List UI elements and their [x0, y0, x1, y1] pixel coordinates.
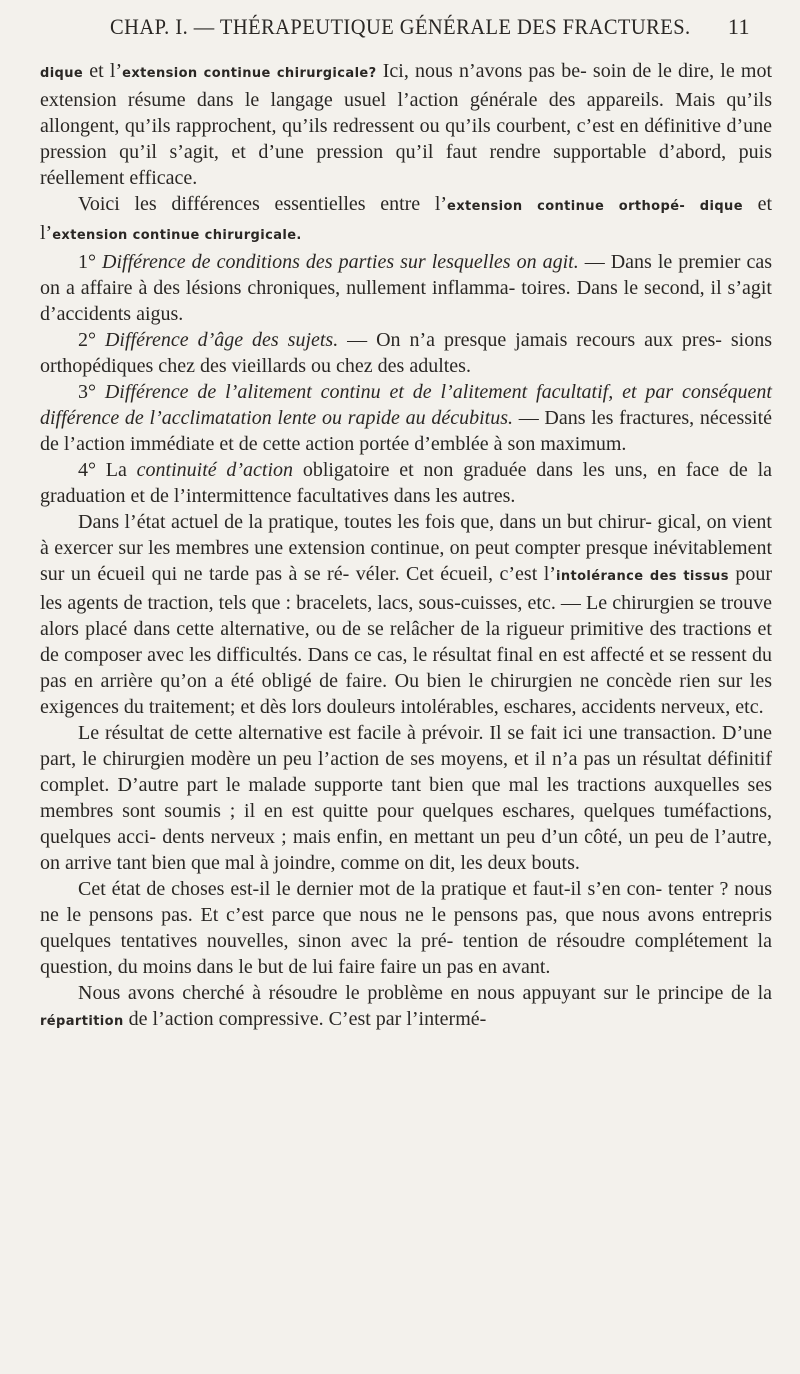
paragraph-10 — [40, 980, 772, 1035]
paragraph-difference-1 — [40, 249, 772, 327]
italic-heading: Différence de conditions des parties sur lesquelles on agit. — [102, 251, 579, 273]
text-run: pour les agents de traction, tels que : bracelets, lacs, sous-cuisses, etc. — Le chirurgien se trouve alors placé dans cette alternative, ou de se relâcher de la rigueur primitive des tractions et de composer avec les difficultés. Dans ce cas, le résultat final en est affecté et se ressent du pas en arrière qu’on a été obligé de faire. Ou bien le chirurgien ne concède rien sur les exigences du traitement; et dès lors douleurs intolérables, eschares, accidents nerveux, etc. — [40, 563, 772, 718]
bold-term: extension continue orthopé- dique — [447, 199, 743, 214]
bold-term: répartition — [40, 1014, 124, 1029]
running-header — [110, 14, 750, 48]
list-number: 4° La — [78, 459, 137, 481]
body-text — [40, 58, 772, 1035]
text-run: Dans l’état actuel de la pratique, toutes les fois que, dans un but chirur- gical, on vient à exercer sur les membres une extension continue, on peut compter presque inévitablement sur un écueil qui ne tarde pas à se ré- véler. Cet écueil, c’est l’ — [40, 511, 772, 585]
text-run: obligatoire et non graduée dans les uns, en face de la graduation et de l’intermittence facultatives dans les autres. — [40, 459, 772, 507]
text-run: Ici, nous n’avons pas be- soin de le dire, le mot extension résume dans le langage usuel l’action générale des appareils. Mais qu’ils allongent, qu’ils rapprochent, qu’ils redressent ou qu’ils courbent, c’est en définitive d’une pression qu’il s’agit, et d’une pression qu’il faut rendre supportable d’abord, puis réellement efficace. — [40, 60, 772, 189]
bold-term: extension continue chirurgicale? — [122, 66, 377, 81]
bold-term: extension continue chirurgicale. — [52, 228, 302, 243]
paragraph-difference-3 — [40, 379, 772, 457]
text-run: Voici les différences essentielles entre l’ — [78, 193, 448, 215]
text-run: — Dans les fractures, nécessité de l’action immédiate et de cette action portée d’emblée à son maximum. — [40, 407, 773, 455]
paragraph-2 — [40, 191, 772, 249]
text-run: et l’ — [83, 60, 123, 82]
list-number: 3° — [78, 381, 105, 403]
running-title: CHAP. I. — THÉRAPEUTIQUE GÉNÉRALE DES FRACTURES. — [110, 14, 691, 39]
paragraph-difference-2 — [40, 327, 772, 379]
paragraph-difference-4 — [40, 457, 772, 509]
text-run: — Dans le premier cas on a affaire à des lésions chroniques, nullement inflamma- toires. Dans le second, il s’agit d’accidents aigus. — [40, 251, 772, 325]
paragraph-7 — [40, 509, 772, 720]
text-run: et l’ — [40, 193, 773, 244]
text-run: Nous avons cherché à résoudre le problème en nous appuyant sur le principe de la — [78, 982, 772, 1004]
bold-term: intolérance des tissus — [555, 569, 729, 584]
text-run: de l’action compressive. C’est par l’intermé- — [123, 1008, 487, 1030]
italic-heading: continuité d’action — [136, 459, 294, 481]
italic-heading: Différence de l’alitement continu et de l’alitement facultatif, et par conséquent différence de l’acclimatation lente ou rapide au décubitus. — [40, 381, 772, 429]
list-number: 2° — [78, 329, 105, 351]
paragraph-1 — [40, 58, 772, 191]
text-run: — On n’a presque jamais recours aux pres- sions orthopédiques chez des vieillards ou chez des adultes. — [40, 329, 772, 377]
list-number: 1° — [78, 251, 103, 273]
italic-heading: Différence d’âge des sujets. — [104, 329, 339, 351]
paragraph-8: Le résultat de cette alternative est facile à prévoir. Il se fait ici une transaction. D’une part, le chirurgien modère un peu l’action de ses moyens, et il n’a pas un résultat définitif complet. D’autre part le malade supporte tant bien que mal les tractions auxquelles ses membres sont soumis ; il en est quitte pour quelques eschares, quelques tuméfactions, quelques acci- dents nerveux ; mais enfin, en mettant un peu d’un côté, un peu de l’autre, on arrive tant bien que mal à joindre, comme on dit, les deux bouts. — [40, 722, 772, 874]
page-number: 11 — [727, 14, 750, 39]
paragraph-9: Cet état de choses est-il le dernier mot de la pratique et faut-il s’en con- tenter ? nous ne le pensons pas. Et c’est parce que nous ne le pensons pas, que nous avons entrepris quelques tentatives nouvelles, sinon avec la pré- tention de résoudre complétement la question, du moins dans le but de lui faire faire un pas en avant. — [40, 878, 772, 978]
bold-term: dique — [40, 66, 84, 81]
